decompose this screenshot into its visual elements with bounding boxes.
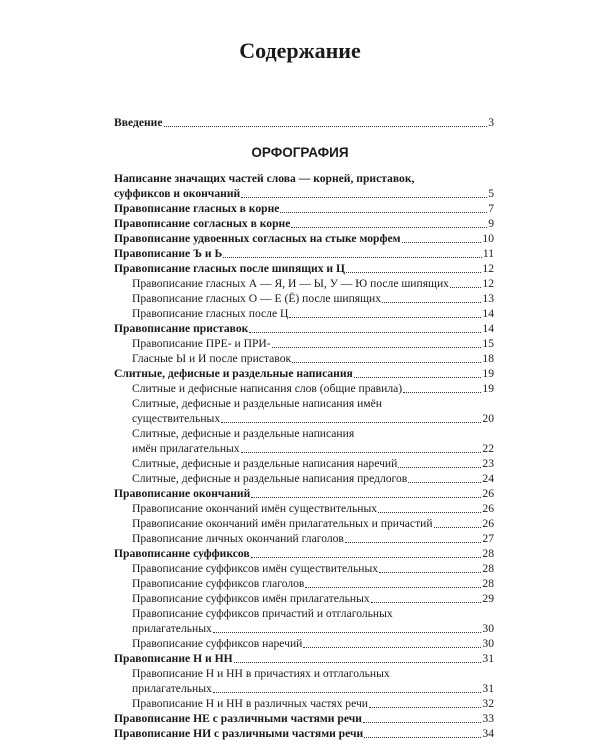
toc-entry-label: Правописание суффиксов наречий [132,637,303,650]
leader-dots [303,647,481,648]
leader-dots [249,332,481,333]
page-title: Содержание [239,38,361,63]
toc-entry-label: существительных [132,412,221,425]
toc-page-number: 10 [482,232,494,245]
toc-page-number: 7 [488,202,494,215]
toc-entry-label: Правописание гласных в корне [114,202,280,215]
toc-entry-label: Слитные, дефисные и раздельные написания предлогов [132,472,408,485]
toc-entry-label: Правописание Ъ и Ь [114,247,223,260]
toc-page-number: 15 [482,337,494,350]
toc-subentry[interactable] [132,516,494,531]
leader-dots [379,572,481,573]
toc-page-number: 28 [482,577,494,590]
toc-page-number: 9 [488,217,494,230]
toc-entry-line1: Правописание Н и НН в причастиях и отглагольных [132,667,390,680]
leader-dots [164,126,488,127]
toc-page-number: 20 [482,412,494,425]
toc-entry-line1: Слитные, дефисные и раздельные написания [132,427,355,440]
toc-page-number: 28 [482,562,494,575]
toc-entry-label: Правописание суффиксов глаголов [132,577,305,590]
leader-dots [450,287,481,288]
toc-subentry[interactable] [132,411,494,426]
toc-entry-line1: Написание значащих частей слова — корней, приставок, [114,172,415,185]
toc-subentry[interactable] [132,336,494,351]
toc-entry-label: Правописание окончаний [114,487,251,500]
toc-subentry[interactable] [132,531,494,546]
toc-entry-label: Правописание суффиксов [114,547,250,560]
toc-subentry[interactable] [132,306,494,321]
toc-subentry[interactable] [132,636,494,651]
toc-page-number: 26 [482,487,494,500]
leader-dots [398,467,481,468]
toc-page-number: 30 [482,622,494,635]
toc-page-number: 5 [488,187,494,200]
leader-dots [363,722,481,723]
leader-dots [221,422,481,423]
toc-entry-label: имён прилагательных [132,442,240,455]
toc-entry-intro[interactable] [114,115,494,130]
leader-dots [382,302,481,303]
toc-page-number: 32 [482,697,494,710]
toc-subentry[interactable] [132,351,494,366]
leader-dots [292,362,481,363]
leader-dots [289,317,481,318]
toc-entry-line1: Слитные, дефисные и раздельные написания имён [132,397,382,410]
toc-subentry[interactable] [132,696,494,711]
toc-page-number: 19 [482,382,494,395]
leader-dots [369,707,481,708]
toc-entry-label: Гласные Ы и И после приставок [132,352,292,365]
leader-dots [251,497,481,498]
toc-entry-label: прилагательных [132,682,212,695]
toc-entry-label: Введение [114,116,163,129]
toc-subentry[interactable] [132,291,494,306]
toc-entry-label: Правописание личных окончаний глаголов [132,532,344,545]
toc-subentry[interactable] [132,471,494,486]
toc-entry[interactable] [114,711,494,726]
leader-dots [346,272,481,273]
toc-entry[interactable] [114,246,494,261]
toc-page-number: 23 [482,457,494,470]
toc-entry-label: Слитные, дефисные и раздельные написания [114,367,353,380]
leader-dots [364,737,481,738]
toc-page-number: 34 [482,727,494,740]
toc-entry[interactable] [114,726,494,741]
leader-dots [213,632,482,633]
toc-subentry[interactable] [132,381,494,396]
toc-subentry[interactable] [132,441,494,456]
toc-page-number: 28 [482,547,494,560]
toc-entry-label: Правописание окончаний имён существительных [132,502,378,515]
toc-entry[interactable] [114,201,494,216]
leader-dots [402,242,482,243]
toc-entry[interactable] [114,321,494,336]
toc-entry-label: Правописание согласных в корне [114,217,291,230]
toc-subentry[interactable] [132,576,494,591]
toc-subentry[interactable] [132,456,494,471]
leader-dots [434,527,482,528]
toc-entry-label: Правописание НЕ с различными частями речи [114,712,362,725]
leader-dots [371,602,482,603]
toc-entry-label: Правописание гласных после шипящих и Ц [114,262,345,275]
toc-entry-line1: Правописание суффиксов причастий и отглагольных [132,607,393,620]
toc-entry-label: Правописание окончаний имён прилагательных и причастий [132,517,433,530]
toc-entry-label: Правописание НИ с различными частями речи [114,727,364,740]
toc-page-number: 12 [482,277,494,290]
toc-page-number: 31 [482,682,494,695]
toc-page-number: 3 [488,116,494,129]
toc-page-number: 12 [482,262,494,275]
leader-dots [305,587,481,588]
toc-page-number: 22 [482,442,494,455]
leader-dots [251,557,482,558]
leader-dots [403,392,481,393]
leader-dots [241,452,482,453]
toc-entry[interactable] [114,216,494,231]
toc-entry-label: Правописание удвоенных согласных на стыке морфем [114,232,401,245]
leader-dots [291,227,487,228]
leader-dots [280,212,487,213]
toc-page-number: 33 [482,712,494,725]
leader-dots [223,257,482,258]
toc-subentry[interactable] [132,681,494,696]
toc-entry[interactable] [114,261,494,276]
toc-subentry[interactable] [132,561,494,576]
toc-page-number: 24 [482,472,494,485]
toc-page-number: 26 [482,502,494,515]
toc-page-number: 11 [482,247,494,260]
toc-entry[interactable] [114,366,494,381]
leader-dots [234,662,482,663]
toc-entry-label: Правописание Н и НН [114,652,233,665]
toc-page-number: 13 [482,292,494,305]
toc-entry-label: Слитные, дефисные и раздельные написания наречий [132,457,398,470]
toc-entry[interactable] [114,231,494,246]
toc-entry-label: Правописание приставок [114,322,249,335]
toc-page-number: 14 [482,307,494,320]
toc-page-number: 30 [482,637,494,650]
toc-entry-label: Правописание Н и НН в различных частях речи [132,697,368,710]
toc-entry[interactable] [114,651,494,666]
toc-entry-label: Правописание гласных О — Е (Ё) после шипящих [132,292,382,305]
leader-dots [272,347,482,348]
toc-entry-label: Правописание гласных после Ц [132,307,289,320]
leader-dots [378,512,481,513]
toc-entry[interactable] [114,186,494,201]
toc-page-number: 26 [482,517,494,530]
toc-page-number: 18 [482,352,494,365]
toc-entry[interactable] [114,546,494,561]
toc-entry[interactable] [114,486,494,501]
toc-entry-label: Правописание гласных А — Я, И — Ы, У — Ю после шипящих [132,277,449,290]
leader-dots [345,542,481,543]
toc-page-number: 14 [482,322,494,335]
section-heading: ОРФОГРАФИЯ [251,145,349,160]
toc-entry-label: прилагательных [132,622,212,635]
toc-subentry[interactable] [132,621,494,636]
toc-page-number: 31 [482,652,494,665]
toc-entry-label: Слитные и дефисные написания слов (общие правила) [132,382,403,395]
leader-dots [354,377,482,378]
toc-entry-label: Правописание суффиксов имён существительных [132,562,379,575]
toc-page-number: 29 [482,592,494,605]
toc-subentry[interactable] [132,591,494,606]
leader-dots [213,692,482,693]
toc-page-number: 19 [482,367,494,380]
toc-subentry[interactable] [132,501,494,516]
toc-entry-label: Правописание ПРЕ- и ПРИ- [132,337,271,350]
toc-entry-label: Правописание суффиксов имён прилагательных [132,592,370,605]
toc-entry-label: суффиксов и окончаний [114,187,241,200]
toc-page-number: 27 [482,532,494,545]
leader-dots [241,197,487,198]
leader-dots [408,482,481,483]
toc-subentry[interactable] [132,276,494,291]
